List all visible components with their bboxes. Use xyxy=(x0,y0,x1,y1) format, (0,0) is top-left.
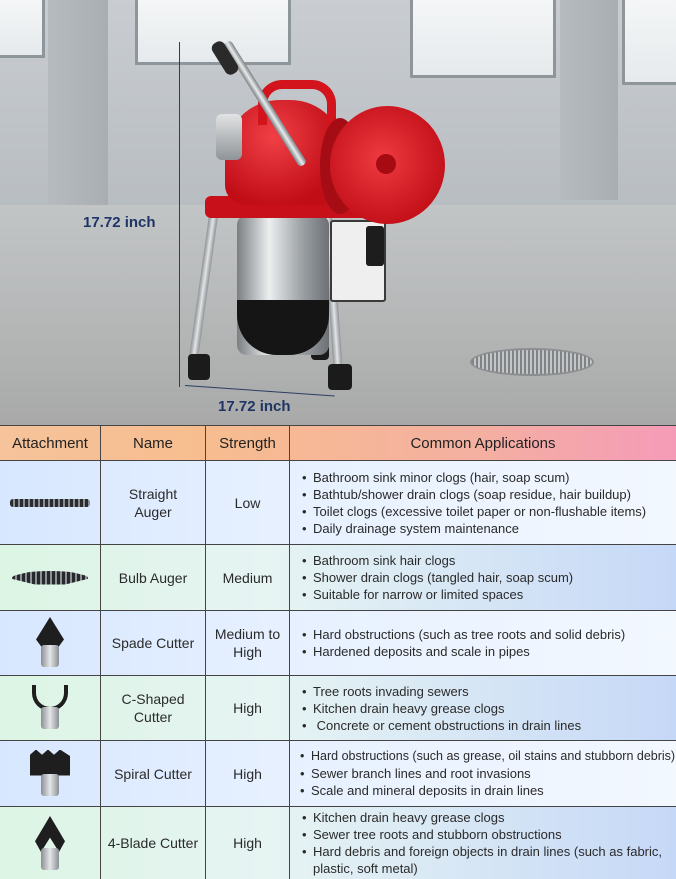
background-window xyxy=(135,0,291,65)
application-item: • Sewer branch lines and root invasions xyxy=(300,765,675,782)
application-item: • Bathroom sink hair clogs xyxy=(302,552,573,569)
height-dimension-line xyxy=(179,42,180,387)
application-item: • Shower drain clogs (tangled hair, soap scum) xyxy=(302,569,573,586)
background-window xyxy=(622,0,676,85)
attachment-name: Bulb Auger xyxy=(118,569,188,586)
application-item: • Scale and mineral deposits in drain lines xyxy=(300,782,675,799)
switch-knob xyxy=(366,226,384,266)
table-row xyxy=(0,611,676,676)
table-header xyxy=(0,425,676,461)
name-cell xyxy=(101,676,206,740)
strength-cell xyxy=(206,611,290,675)
strength-value: High xyxy=(233,835,262,851)
name-cell xyxy=(101,545,206,610)
application-item: • Toilet clogs (excessive toilet paper or non-flushable items) xyxy=(302,503,646,520)
attachment-cell xyxy=(0,611,101,675)
application-item: • Suitable for narrow or limited spaces xyxy=(302,586,573,603)
strength-cell xyxy=(206,741,290,806)
attachment-cell xyxy=(0,676,101,740)
strength-value: High xyxy=(233,700,262,716)
attachment-cell xyxy=(0,545,101,610)
chuck xyxy=(216,114,242,160)
attachment-name: 4-Blade Cutter xyxy=(107,835,199,851)
application-item: • Bathtub/shower drain clogs (soap residue, hair buildup) xyxy=(302,486,646,503)
applications-cell xyxy=(290,545,676,610)
attachment-cell xyxy=(0,461,101,544)
bulb-auger-icon xyxy=(12,571,88,585)
floor-drain xyxy=(470,348,594,376)
header-applications: Common Applications xyxy=(410,435,556,452)
strength-cell xyxy=(206,545,290,610)
strength-value: Medium to High xyxy=(214,626,281,660)
table-row xyxy=(0,461,676,545)
applications-cell xyxy=(290,676,676,740)
spade-cutter-icon xyxy=(35,617,65,669)
attachment-name: C-Shaped Cutter xyxy=(121,691,185,725)
strength-value: Low xyxy=(234,494,261,511)
attachment-name: Spiral Cutter xyxy=(114,765,192,782)
name-cell xyxy=(101,807,206,879)
strength-value: Medium xyxy=(222,569,273,586)
header-name: Name xyxy=(101,426,206,461)
attachment-name: Straight Auger xyxy=(128,485,178,520)
table-row xyxy=(0,676,676,741)
applications-cell xyxy=(290,807,676,879)
application-item: • Bathroom sink minor clogs (hair, soap scum) xyxy=(302,469,646,486)
rubber-foot xyxy=(328,364,352,390)
product-photo xyxy=(0,0,676,425)
rubber-foot xyxy=(188,354,210,380)
strength-cell xyxy=(206,461,290,544)
four-blade-cutter-icon xyxy=(34,816,66,870)
application-item: • Daily drainage system maintenance xyxy=(302,520,646,537)
name-cell xyxy=(101,741,206,806)
background-pillar xyxy=(48,0,108,210)
strength-value: High xyxy=(233,765,262,782)
application-item: • Sewer tree roots and stubborn obstructions xyxy=(302,826,662,843)
attachment-name: Spade Cutter xyxy=(111,635,195,651)
application-item: • Hard obstructions (such as tree roots and solid debris) xyxy=(302,626,625,643)
attachment-cell xyxy=(0,741,101,806)
header-strength: Strength xyxy=(206,426,290,461)
name-cell xyxy=(101,611,206,675)
application-item: • Hard debris and foreign objects in drain lines (such as fabric, plastic, soft metal) xyxy=(302,843,662,877)
application-item: • Hard obstructions (such as grease, oil stains and stubborn debris) xyxy=(300,748,675,765)
applications-cell xyxy=(290,741,676,806)
strength-cell xyxy=(206,807,290,879)
drum-cap xyxy=(376,154,396,174)
c-shaped-cutter-icon xyxy=(31,685,69,731)
applications-cell xyxy=(290,461,676,544)
application-item: • Kitchen drain heavy grease clogs xyxy=(302,809,662,826)
background-window xyxy=(0,0,45,58)
attachment-cell xyxy=(0,807,101,879)
table-row xyxy=(0,807,676,879)
width-dimension-label: 17.72 inch xyxy=(218,398,291,415)
header-attachment: Attachment xyxy=(0,426,101,461)
application-item: • Hardened deposits and scale in pipes xyxy=(302,643,625,660)
table-row xyxy=(0,545,676,611)
application-item: • Tree roots invading sewers xyxy=(302,683,581,700)
straight-auger-icon xyxy=(10,499,90,507)
table-row xyxy=(0,741,676,807)
attachments-table xyxy=(0,425,676,879)
strength-cell xyxy=(206,676,290,740)
application-item: • Kitchen drain heavy grease clogs xyxy=(302,700,581,717)
name-cell xyxy=(101,461,206,544)
application-item: • Concrete or cement obstructions in drain lines xyxy=(302,717,581,734)
height-dimension-label: 17.72 inch xyxy=(83,214,156,231)
applications-cell xyxy=(290,611,676,675)
background-window xyxy=(410,0,556,78)
spiral-cutter-icon xyxy=(29,750,71,798)
background-pillar xyxy=(560,0,618,200)
